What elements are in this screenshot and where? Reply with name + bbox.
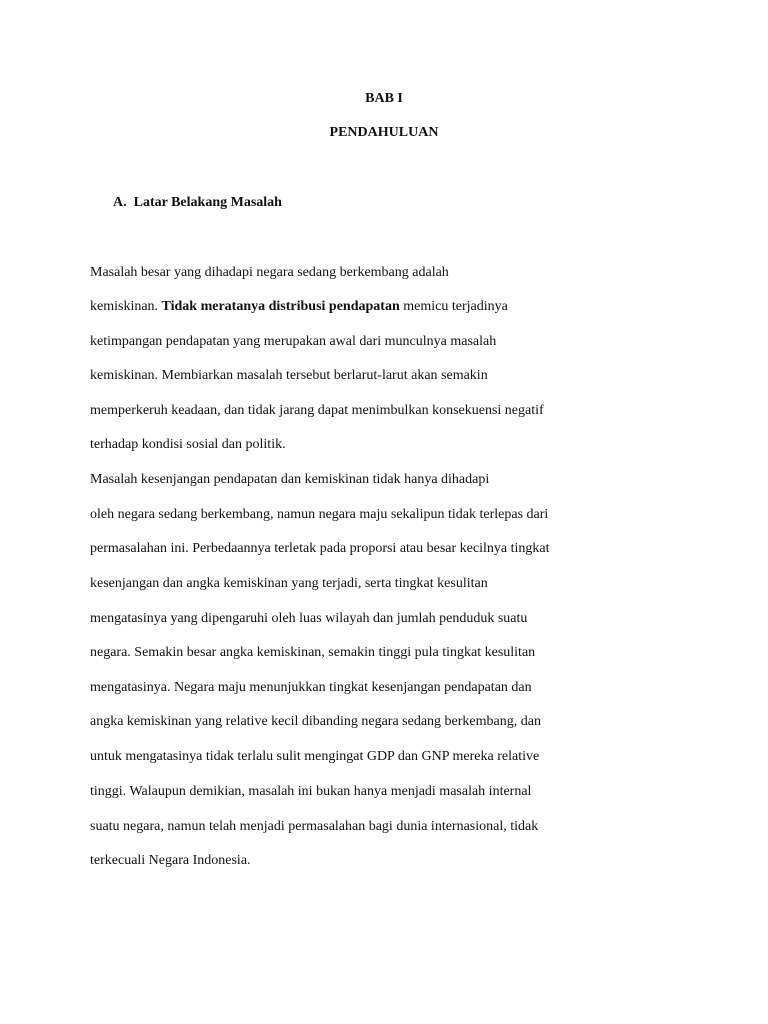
chapter-title: PENDAHULUAN bbox=[329, 125, 439, 140]
paragraph-line: tinggi. Walaupun demikian, masalah ini bukan hanya menjadi masalah internal bbox=[90, 784, 532, 799]
paragraph-line: ketimpangan pendapatan yang merupakan awal dari munculnya masalah bbox=[90, 334, 497, 349]
section-marker: A. bbox=[113, 195, 127, 210]
paragraph-line: kemiskinan. Membiarkan masalah tersebut berlarut-larut akan semakin bbox=[90, 368, 488, 383]
paragraph-line: oleh negara sedang berkembang, namun negara maju sekalipun tidak terlepas dari bbox=[90, 507, 549, 522]
paragraph-line: kesenjangan dan angka kemiskinan yang terjadi, serta tingkat kesulitan bbox=[90, 576, 488, 591]
paragraph-line: mengatasinya. Negara maju menunjukkan tingkat kesenjangan pendapatan dan bbox=[90, 680, 532, 695]
section-title: Latar Belakang Masalah bbox=[133, 195, 282, 210]
paragraph-line: angka kemiskinan yang relative kecil dibanding negara sedang berkembang, dan bbox=[90, 714, 541, 729]
paragraph-line bbox=[90, 299, 508, 315]
paragraph-line: terkecuali Negara Indonesia. bbox=[90, 853, 251, 868]
line-text: memicu terjadinya bbox=[399, 299, 508, 314]
paragraph-line: mengatasinya yang dipengaruhi oleh luas wilayah dan jumlah penduduk suatu bbox=[90, 611, 528, 626]
paragraph-line: memperkeruh keadaan, dan tidak jarang dapat menimbulkan konsekuensi negatif bbox=[90, 403, 544, 418]
section-heading bbox=[113, 195, 282, 211]
chapter-heading: BAB I bbox=[365, 91, 403, 106]
paragraph-line: permasalahan ini. Perbedaannya terletak pada proporsi atau besar kecilnya tingkat bbox=[90, 541, 550, 556]
line-text: kemiskinan. bbox=[90, 299, 162, 314]
paragraph-line: Masalah kesenjangan pendapatan dan kemiskinan tidak hanya dihadapi bbox=[90, 472, 490, 487]
paragraph-line: negara. Semakin besar angka kemiskinan, semakin tinggi pula tingkat kesulitan bbox=[90, 645, 536, 660]
paragraph-line: Masalah besar yang dihadapi negara sedang berkembang adalah bbox=[90, 265, 449, 280]
paragraph-line: suatu negara, namun telah menjadi permasalahan bagi dunia internasional, tidak bbox=[90, 819, 539, 834]
bold-phrase: Tidak meratanya distribusi pendapatan bbox=[161, 299, 400, 314]
paragraph-line: untuk mengatasinya tidak terlalu sulit mengingat GDP dan GNP mereka relative bbox=[90, 749, 540, 764]
paragraph-line: terhadap kondisi sosial dan politik. bbox=[90, 437, 286, 452]
